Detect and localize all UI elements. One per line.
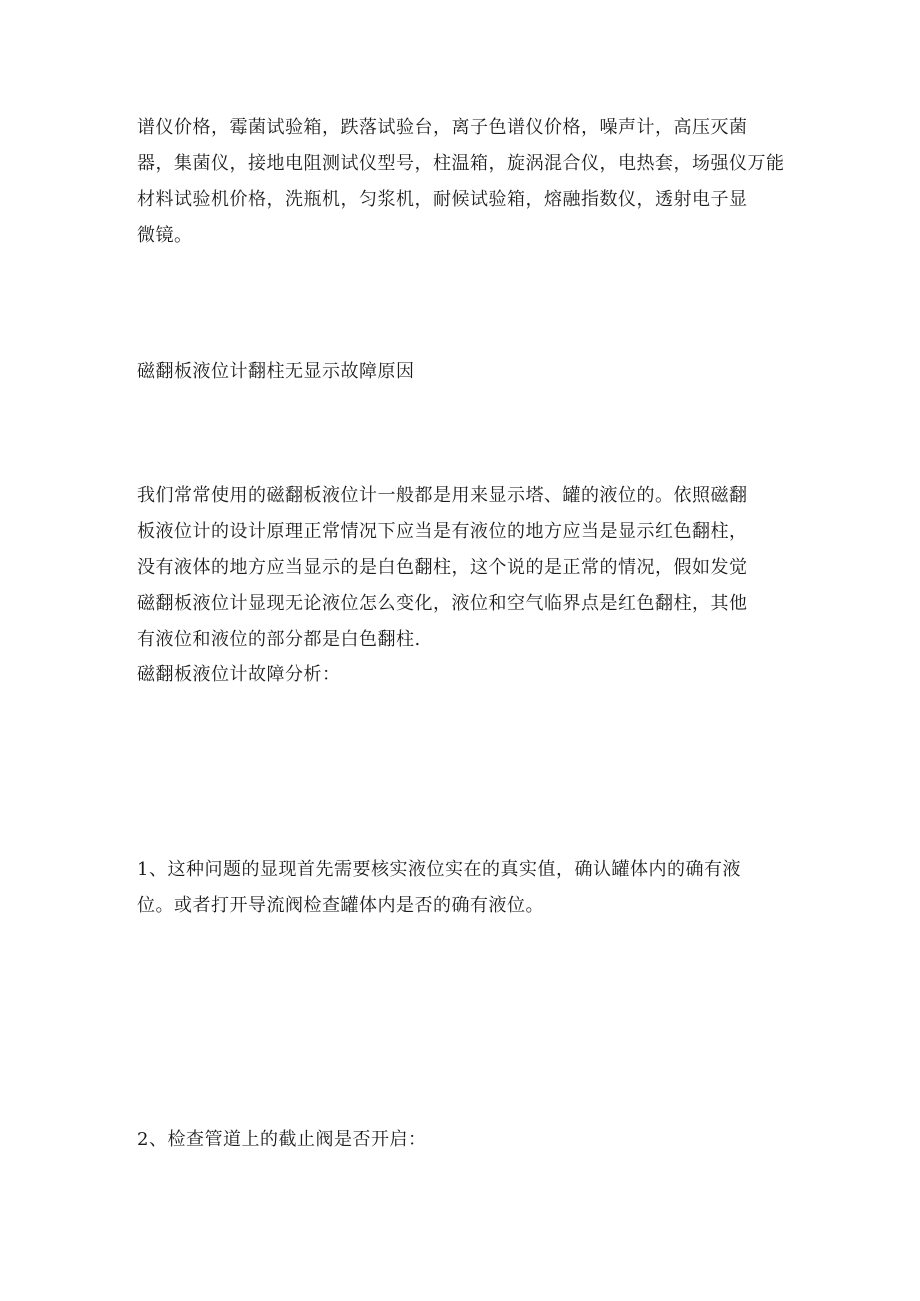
- analysis-heading-text: 磁翻板液位计故障分析：: [137, 664, 341, 685]
- list-item-2-line: 2、检查管道上的截止阀是否开启：: [137, 1129, 427, 1150]
- body-paragraph: [137, 478, 797, 658]
- intro-line: 谱仪价格，霉菌试验箱，跌落试验台，离子色谱仪价格，噪声计，高压灭菌: [137, 117, 748, 138]
- list-item-1-line: 1、这种问题的显现首先需要核实液位实在的真实值，确认罐体内的确有液: [137, 859, 741, 880]
- body-line: 有液位和液位的部分都是白色翻柱.: [137, 629, 421, 650]
- analysis-heading: [137, 657, 797, 693]
- body-line: 我们常常使用的磁翻板液位计一般都是用来显示塔、罐的液位的。依照磁翻: [137, 485, 748, 506]
- list-item-1-line: 位。或者打开导流阀检查罐体内是否的确有液位。: [137, 895, 544, 916]
- body-line: 没有液体的地方应当显示的是白色翻柱，这个说的是正常的情况，假如发觉: [137, 557, 748, 578]
- section-title: [137, 354, 797, 390]
- body-line: 板液位计的设计原理正常情况下应当是有液位的地方应当是显示红色翻柱，: [137, 521, 748, 542]
- intro-line: 微镜。: [137, 225, 193, 246]
- intro-line: 材料试验机价格，洗瓶机，匀浆机，耐候试验箱，熔融指数仪，透射电子显: [137, 189, 748, 210]
- intro-paragraph: [137, 110, 797, 254]
- list-item-1: [137, 852, 797, 924]
- intro-line: 器，集菌仪，接地电阻测试仪型号，柱温箱，旋涡混合仪，电热套，场强仪万能: [137, 153, 785, 174]
- section-title-text: 磁翻板液位计翻柱无显示故障原因: [137, 361, 415, 382]
- list-item-2: [137, 1122, 797, 1158]
- body-line: 磁翻板液位计显现无论液位怎么变化，液位和空气临界点是红色翻柱，其他: [137, 593, 748, 614]
